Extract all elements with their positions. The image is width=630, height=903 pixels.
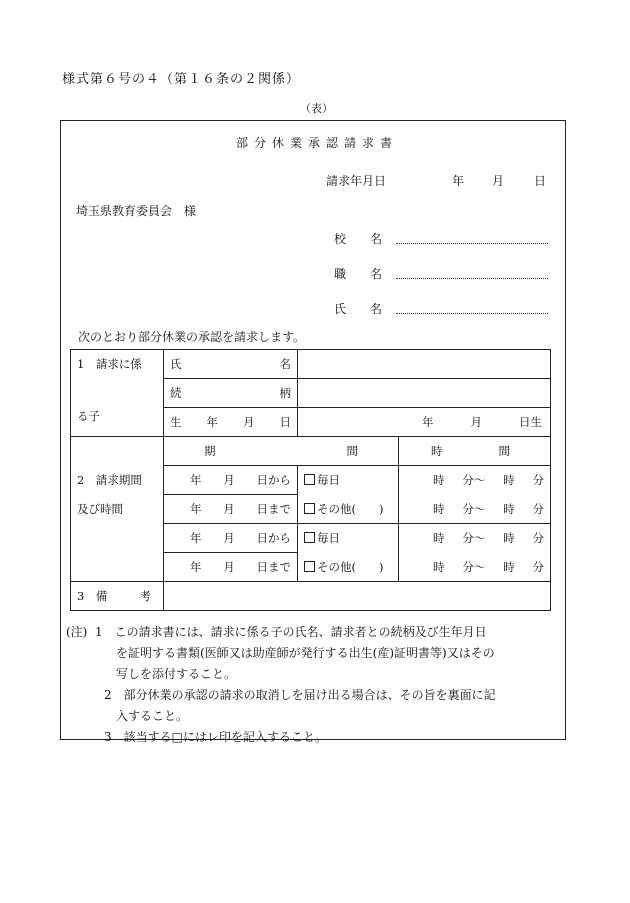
section3-label: 3 備	[77, 589, 108, 603]
section1-label-a: 1 請求に係	[71, 350, 164, 379]
date-label: 請求年月日	[326, 174, 387, 188]
remarks-field[interactable]	[164, 582, 551, 611]
section1-label-b: る子	[71, 408, 164, 437]
form-number: 様式第６号の４（第１６条の２関係）	[62, 72, 301, 87]
date-year: 年	[452, 174, 465, 188]
birth-date-field[interactable]: 年 月 日生	[298, 408, 551, 437]
date-day: 日	[534, 174, 547, 188]
checkbox-icon	[304, 532, 315, 543]
checkbox-icon	[304, 474, 315, 485]
child-name-field[interactable]	[298, 350, 551, 379]
intro-text: 次のとおり部分休業の承認を請求します。	[78, 330, 306, 344]
other-checkbox-2[interactable]: その他( )	[298, 553, 399, 582]
other-checkbox-1[interactable]: その他( )	[298, 495, 399, 524]
request-table: 1 請求に係 氏 名 続 柄 る子 生 年 月 日 年 月 日生 期 間 時 間 2 請求期間 年 月 日から 毎日 時 分～ 時 分 及び時間 年 月 日まで その他( ) 時 分～ 時 分 年 月 日から 毎日 時 分～ 時 分 年 月 日まで その他( ) 時 分～ 時 分 3 備 考	[70, 349, 551, 611]
notes: (注) 1 この請求書には、請求に係る子の氏名、請求者との続柄及び生年月日 を証明する書類(医師又は助産師が発行する出生(産)証明書等)又はその 写しを添付すること。 2 部分休業の承認の請求の取消しを届け出る場合は、その旨を裏面に記 入すること。 3 該当する□にはレ印を記入すること。	[66, 625, 496, 744]
daily-checkbox-1[interactable]: 毎日	[298, 466, 399, 495]
checkbox-icon	[304, 561, 315, 572]
date-month: 月	[492, 174, 505, 188]
name-field[interactable]	[396, 313, 548, 314]
addressee: 埼玉県教育委員会 様	[76, 204, 197, 218]
section2-label-a: 2 請求期間	[71, 466, 164, 495]
checkbox-icon	[304, 503, 315, 514]
daily-checkbox-2[interactable]: 毎日	[298, 524, 399, 553]
name-label: 氏 名	[334, 302, 383, 316]
document-title: 部分休業承認請求書	[236, 136, 399, 150]
side-label: （表）	[300, 102, 333, 115]
position-field[interactable]	[396, 278, 548, 279]
position-label: 職 名	[334, 267, 383, 281]
relation-field[interactable]	[298, 379, 551, 408]
school-field[interactable]	[396, 243, 548, 244]
section2-label-b: 及び時間	[71, 495, 164, 524]
school-label: 校 名	[334, 232, 383, 246]
